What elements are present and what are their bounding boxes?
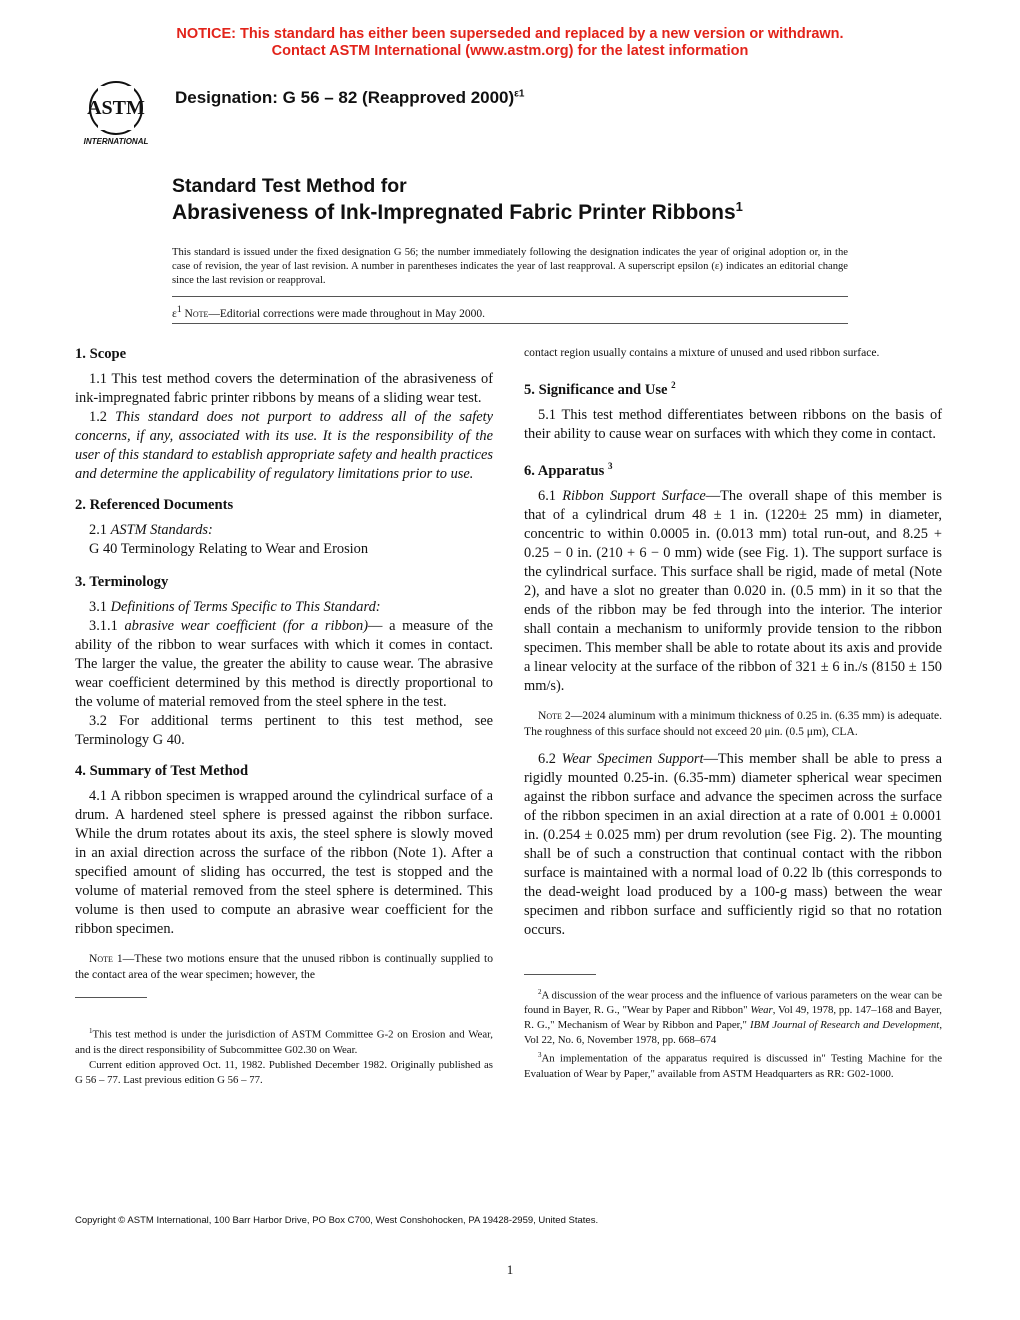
astm-logo-icon — [68, 78, 164, 150]
withdrawal-notice — [0, 26, 1020, 60]
footnote-divider — [75, 997, 147, 998]
right-column — [524, 345, 942, 1082]
section-heading-summary: 4. Summary of Test Method — [75, 763, 249, 779]
footnote-text: This test method is under the jurisdiction of ASTM Committee G-2 on Erosion and Wear, and is the direct responsibility of Subcommittee G02.30 on Wear. — [75, 1028, 493, 1056]
journal-name: Wear — [750, 1004, 773, 1017]
epsilon-symbol: ε — [172, 307, 177, 320]
astm-standards-label: ASTM Standards: — [110, 522, 213, 538]
footnote-1-p2: Current edition approved Oct. 11, 1982. Published December 1982. Originally published as G 56 – 77. Last previous edition G 56 – 77. — [75, 1058, 493, 1086]
designation-text: Designation: G 56 – 82 (Reapproved 2000) — [175, 88, 515, 107]
definitions-label: Definitions of Terms Specific to This Standard: — [110, 599, 381, 615]
divider — [172, 323, 848, 324]
para-num: 3.1.1 — [89, 618, 125, 634]
para-text: —The overall shape of this member is that of a cylindrical drum 48 ± 1 in. (1220± 25 mm) in diameter, concentric to within 0.0005 in. (0.013 mm) total run-out, and 8.25 + 0.25 − 0 in. (210 + 6 − 0 mm) wide (see Fig. 1). The support surface is the cylindrical surface. This surface shall be rigid, made of metal (Note 2), and have a slot no greater than 0.020 in. (0.5 mm) in it so that the ends of the ribbon may be fed through into the interior. The interior shall contain a mechanism to uniformly provide tension to the ribbon specimen. This member shall be able to rotate about its axis and provide a linear velocity at the surface of the ribbon of 321 ± 6 in./s (8150 ± 150 mm/s). — [524, 487, 942, 694]
designation-sup: ε1 — [514, 88, 525, 100]
footnote-text: An implementation of the apparatus required is discussed in" Testing Machine for the Evaluation of Wear by Paper," available from ASTM Headquarters as RR: G02-1000. — [524, 1052, 942, 1080]
para-2-1 — [75, 521, 493, 540]
note-text: 2—2024 aluminum with a minimum thickness of 0.25 in. (6.35 mm) is adequate. The roughness of this surface should not exceed 20 μin. (0.5 μm), CLA. — [524, 708, 942, 738]
para-5-1: 5.1 This test method differentiates between ribbons on the basis of their ability to cause wear on surfaces with which they come in contact. — [524, 406, 942, 442]
note-1-continued: contact region usually contains a mixture of unused and used ribbon surface. — [524, 346, 880, 359]
footnotes-right — [524, 985, 942, 1082]
para-1-1: 1.1 This test method covers the determination of the abrasiveness of ink-impregnated fabric printer ribbons by means of a sliding wear test. — [75, 371, 493, 406]
defined-term: Wear Specimen Support — [561, 750, 704, 767]
copyright-line: Copyright © ASTM International, 100 Barr Harbor Drive, PO Box C700, West Conshohocken, PA 19428-2959, United States. — [75, 1215, 599, 1226]
note-label: Note — [184, 307, 209, 320]
definition-text: — a measure of the ability of the ribbon to wear surfaces with which it comes in contact. The larger the value, the greater the ability to cause wear. The abrasive wear coefficient determined by this method is directly proportional to the volume of material removed from the steel sphere in the test. — [75, 618, 493, 710]
note-label: Note — [538, 708, 562, 722]
note-text: —Editorial corrections were made throughout in May 2000. — [208, 307, 485, 320]
section-heading-scope: 1. Scope — [75, 346, 127, 362]
para-1-2 — [75, 408, 493, 484]
issuance-statement: This standard is issued under the fixed designation G 56; the number immediately following the designation indicates the year of original adoption or, in the case of revision, the year of last revision. A number in parentheses indicates the year of last reapproval. A superscript epsilon (ε) indicates an editorial change since the last revision or reapproval. — [172, 247, 848, 286]
para-num: 6.1 — [538, 487, 563, 504]
footnote-num: 1 — [89, 1027, 93, 1035]
para-num: 3.1 — [89, 599, 111, 615]
para-6-1 — [524, 487, 942, 696]
footnote-text: A discussion of the wear process and the influence of various parameters on the wear can be found in Bayer, R. G., "Wear by Paper and Ribbon" — [524, 989, 942, 1017]
footnote-text: , Vol 49, 1978, pp. 147–168 and Bayer, R. G.," Mechanism of Wear by Ribbon and Paper," — [524, 1004, 942, 1032]
section-heading-apparatus — [524, 457, 942, 481]
footnote-text: , Vol 22, No. 6, November 1978, pp. 668–674 — [524, 1019, 943, 1047]
para-6-2 — [524, 750, 942, 940]
para-num: 6.2 — [538, 750, 562, 767]
note-label: Note — [89, 952, 113, 965]
title-line-2 — [172, 199, 743, 225]
section-heading-significance — [524, 376, 942, 400]
section-heading-terminology: 3. Terminology — [75, 574, 169, 590]
left-column — [75, 345, 493, 1088]
epsilon-sup: 1 — [176, 304, 182, 315]
notice-line-1: NOTICE: This standard has either been superseded and replaced by a new version or withdrawn. — [176, 26, 844, 42]
footnote-1 — [75, 1024, 493, 1088]
defined-term: Ribbon Support Surface — [562, 487, 706, 504]
astm-logo — [68, 78, 164, 150]
note-1 — [75, 951, 493, 983]
title-text: Abrasiveness of Ink-Impregnated Fabric Printer Ribbons — [172, 201, 736, 224]
title-footnote-ref: 1 — [735, 199, 743, 214]
para-text: —This member shall be able to press a rigidly mounted 0.25-in. (6.35-mm) diameter spherical wear specimen against the ribbon surface and advance the specimen across the surface of the ribbon specimen in an axial direction at a rate of 0.001 ± 0.0001 in. (0.254 ± 0.025 mm) per drum revolution (see Fig. 2). The mounting shall be of such a construction that continual contact with the ribbon surface is maintained with a normal load of 0.22 lb (this corresponds to the dead-weight load produced by a 100-g mass) between the wear specimen and ribbon surface and sufficiently rigid so that no rotation occurs. — [524, 750, 942, 938]
footnote-num: 2 — [538, 987, 542, 996]
note-2 — [524, 708, 942, 740]
para-num: 2.1 — [89, 522, 111, 538]
para-num: 1.2 — [89, 409, 116, 425]
logo-text: ASTM — [87, 97, 145, 119]
para-3-1 — [75, 598, 493, 617]
footnote-3 — [524, 1048, 942, 1082]
footnote-1-p1 — [75, 1024, 493, 1058]
defined-term: abrasive wear coefficient (for a ribbon) — [124, 618, 369, 634]
footnote-2 — [524, 985, 942, 1049]
safety-caveat: This standard does not purport to address all of the safety concerns, if any, associated with its use. It is the responsibility of the user of this standard to establish appropriate safety and health practices and determine the applicability of regulatory limitations prior to use. — [75, 409, 493, 482]
footnote-ref: 2 — [671, 380, 676, 390]
referenced-standard-g40: G 40 Terminology Relating to Wear and Erosion — [89, 541, 369, 557]
footnote-num: 3 — [538, 1051, 542, 1060]
heading-text: 6. Apparatus — [524, 462, 605, 479]
footnote-ref: 3 — [607, 460, 613, 471]
para-3-1-1 — [75, 617, 493, 712]
notice-line-2: Contact ASTM International (www.astm.org) for the latest information — [271, 43, 749, 59]
divider — [172, 296, 848, 297]
logo-subtext: INTERNATIONAL — [83, 137, 149, 146]
title-line-1: Standard Test Method for — [172, 175, 407, 197]
note-text: 1—These two motions ensure that the unused ribbon is continually supplied to the contact area of the wear specimen; however, the — [75, 952, 493, 981]
journal-name: IBM Journal of Research and Development — [750, 1019, 940, 1032]
footnote-divider — [524, 974, 596, 975]
section-heading-referenced-documents: 2. Referenced Documents — [75, 497, 234, 513]
designation — [175, 88, 524, 108]
editorial-note — [172, 304, 485, 320]
para-4-1: 4.1 A ribbon specimen is wrapped around the cylindrical surface of a drum. A hardened steel sphere is pressed against the ribbon surface. While the drum rotates about its axis, the steel sphere is slowly moved in an axial direction across the surface of the ribbon (Note 1). After a specified amount of sliding has occurred, the test is stopped and the volume of material removed from the steel sphere is determined. This volume is then used to compute an abrasive wear coefficient for the ribbon specimen. — [75, 788, 493, 937]
page-number: 1 — [506, 1262, 514, 1277]
heading-text: 5. Significance and Use — [524, 381, 668, 398]
para-3-2: 3.2 For additional terms pertinent to this test method, see Terminology G 40. — [75, 713, 493, 748]
